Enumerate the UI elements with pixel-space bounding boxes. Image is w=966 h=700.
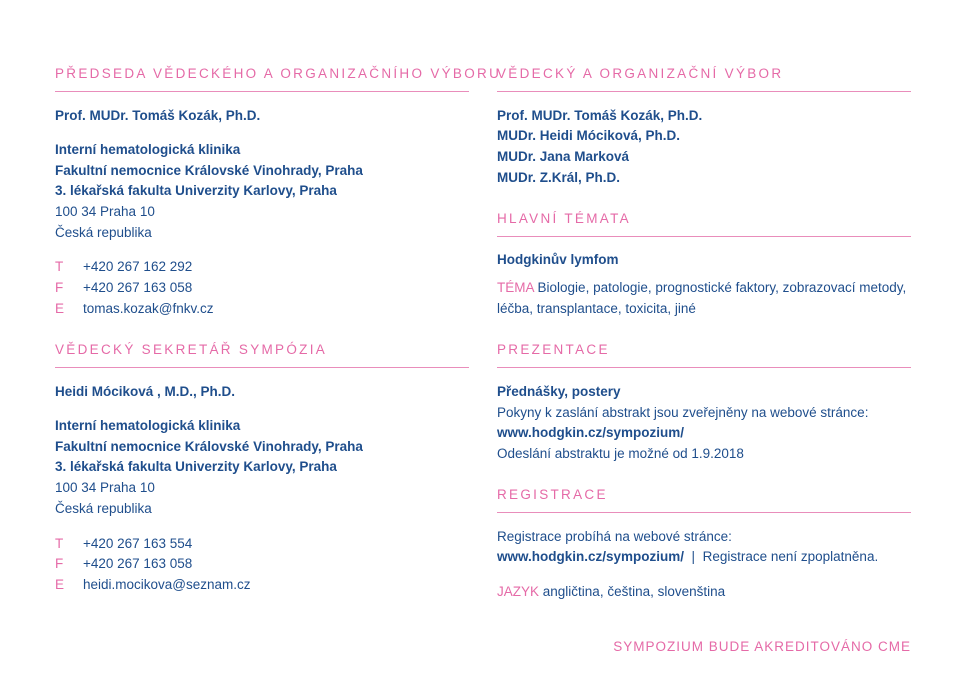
language-line: [497, 584, 725, 599]
secretary-divider: [55, 367, 469, 368]
topics-heading: HLAVNÍ TÉMATA: [497, 211, 631, 226]
chair-country: Česká republika: [55, 225, 152, 240]
registration-url-line: [497, 549, 878, 564]
chair-postal: 100 34 Praha 10: [55, 204, 155, 219]
chair-name: Prof. MUDr. Tomáš Kozák, Ph.D.: [55, 108, 261, 123]
presentation-heading: PREZENTACE: [497, 342, 610, 357]
tema-text: Biologie, patologie, prognostické faktory, zobrazovací metody,: [537, 280, 907, 295]
chair-fax-row: [55, 280, 192, 295]
secretary-heading: VĚDECKÝ SEKRETÁŘ SYMPÓZIA: [55, 342, 328, 357]
phone-label: T: [55, 536, 64, 551]
chair-phone-row: [55, 259, 192, 274]
chair-heading: PŘEDSEDA VĚDECKÉHO A ORGANIZAČNÍHO VÝBORU: [55, 66, 502, 81]
committee-heading: VĚDECKÝ A ORGANIZAČNÍ VÝBOR: [497, 66, 784, 81]
chair-email-link[interactable]: tomas.kozak@fnkv.cz: [83, 301, 214, 316]
registration-url-link[interactable]: www.hodgkin.cz/sympozium/: [497, 549, 685, 564]
chair-email-row: [55, 301, 214, 316]
chair-divider: [55, 91, 469, 92]
chair-org-line: 3. lékařská fakulta Univerzity Karlovy, Praha: [55, 183, 337, 198]
committee-divider: [497, 91, 911, 92]
chair-phone: +420 267 162 292: [83, 259, 193, 274]
secretary-phone: +420 267 163 554: [83, 536, 193, 551]
cme-accreditation-note: SYMPOZIUM BUDE AKREDITOVÁNO CME: [613, 639, 911, 654]
chair-org-line: Interní hematologická klinika: [55, 142, 241, 157]
email-label: E: [55, 577, 65, 592]
registration-separator: |: [691, 549, 696, 564]
presentation-divider: [497, 367, 911, 368]
presentation-title: Přednášky, postery: [497, 384, 621, 399]
committee-member: MUDr. Heidi Móciková, Ph.D.: [497, 128, 681, 143]
secretary-phone-row: [55, 536, 192, 551]
secretary-org-line: Interní hematologická klinika: [55, 418, 241, 433]
email-label: E: [55, 301, 65, 316]
committee-member: Prof. MUDr. Tomáš Kozák, Ph.D.: [497, 108, 703, 123]
chair-fax: +420 267 163 058: [83, 280, 193, 295]
fax-label: F: [55, 280, 64, 295]
presentation-deadline: Odeslání abstraktu je možné od 1.9.2018: [497, 446, 744, 461]
secretary-country: Česká republika: [55, 501, 152, 516]
fax-label: F: [55, 556, 64, 571]
committee-member: MUDr. Z.Král, Ph.D.: [497, 170, 621, 185]
tema-text-continued: léčba, transplantace, toxicita, jiné: [497, 301, 696, 316]
secretary-name: Heidi Móciková , M.D., Ph.D.: [55, 384, 236, 399]
presentation-url-link[interactable]: www.hodgkin.cz/sympozium/: [497, 425, 685, 440]
secretary-fax: +420 267 163 058: [83, 556, 193, 571]
secretary-fax-row: [55, 556, 192, 571]
secretary-org-line: 3. lékařská fakulta Univerzity Karlovy, Praha: [55, 459, 337, 474]
secretary-email-link[interactable]: heidi.mocikova@seznam.cz: [83, 577, 251, 592]
topics-main: Hodgkinův lymfom: [497, 252, 619, 267]
secretary-postal: 100 34 Praha 10: [55, 480, 155, 495]
tema-label: TÉMA: [497, 280, 534, 295]
secretary-email-row: [55, 577, 251, 592]
presentation-info: Pokyny k zaslání abstrakt jsou zveřejněny na webové stránce:: [497, 405, 869, 420]
registration-fee: Registrace není zpoplatněna.: [702, 549, 879, 564]
chair-org-line: Fakultní nemocnice Královské Vinohrady, Praha: [55, 163, 363, 178]
language-label: JAZYK: [497, 584, 540, 599]
registration-info: Registrace probíhá na webové stránce:: [497, 529, 732, 544]
registration-divider: [497, 512, 911, 513]
registration-heading: REGISTRACE: [497, 487, 608, 502]
committee-member: MUDr. Jana Marková: [497, 149, 630, 164]
secretary-org-line: Fakultní nemocnice Královské Vinohrady, Praha: [55, 439, 363, 454]
phone-label: T: [55, 259, 64, 274]
tema-line: [497, 280, 906, 295]
topics-divider: [497, 236, 911, 237]
language-text: angličtina, čeština, slovenština: [542, 584, 726, 599]
